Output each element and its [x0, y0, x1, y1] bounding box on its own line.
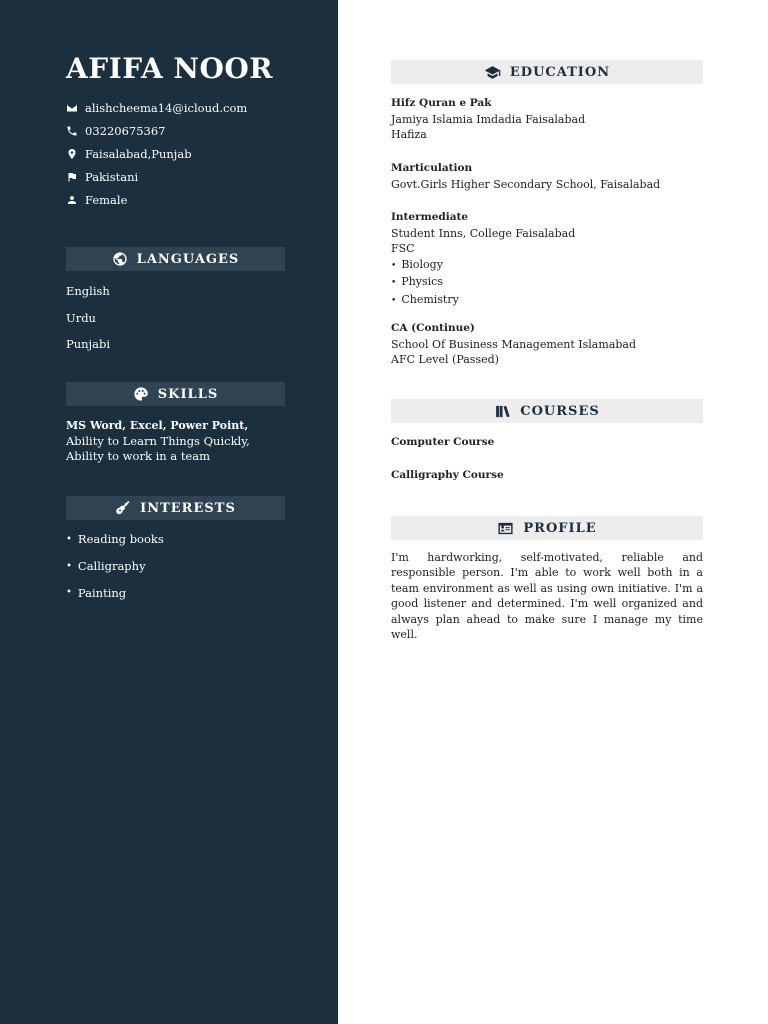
contact-email[interactable]	[66, 96, 247, 119]
languages-list	[66, 278, 110, 358]
list-item: Urdu	[66, 310, 96, 325]
id-card-icon	[497, 520, 514, 537]
courses-heading-label: COURSES	[520, 403, 600, 419]
list-item: • Calligraphy	[66, 553, 164, 580]
skills-line-2: Ability to Learn Things Quickly,	[66, 433, 250, 448]
education-entry	[391, 210, 703, 310]
skills-text	[66, 418, 296, 465]
languages-heading-label: LANGUAGES	[136, 251, 240, 267]
education-bullet: • Biology	[391, 257, 703, 275]
main-content	[338, 0, 768, 1024]
interests-heading	[66, 496, 285, 520]
person-name: AFIFA NOOR	[66, 52, 274, 85]
courses-heading	[391, 399, 703, 423]
education-bullet: • Physics	[391, 274, 703, 292]
education-title: CA (Continue)	[391, 322, 475, 334]
sidebar	[0, 0, 338, 1024]
skills-line-1: MS Word, Excel, Power Point,	[66, 419, 249, 432]
list-item: English	[66, 284, 110, 299]
email-text: alishcheema14@icloud.com	[85, 100, 248, 115]
envelope-icon	[66, 102, 78, 114]
interests-heading-label: INTERESTS	[140, 500, 236, 516]
education-title: Marticulation	[391, 162, 473, 174]
contact-gender	[66, 188, 247, 211]
education-line: FSC	[391, 242, 415, 256]
skills-heading-label: SKILLS	[157, 386, 219, 402]
course-item: Computer Course	[391, 436, 495, 448]
interests-list	[66, 526, 164, 606]
education-line: Jamiya Islamia Imdadia Faisalabad	[391, 112, 586, 126]
list-item: • Reading books	[66, 526, 164, 553]
education-title: Hifz Quran e Pak	[391, 97, 492, 109]
course-item: Calligraphy Course	[391, 469, 504, 481]
phone-icon	[66, 125, 78, 137]
education-entry	[391, 321, 703, 368]
flag-icon	[66, 171, 78, 183]
contact-location	[66, 142, 247, 165]
contact-phone[interactable]	[66, 119, 247, 142]
profile-text: I'm hardworking, self-motivated, reliable and responsible person. I'm able to work well both in a team environment as well as using own initiative. I'm a good listener and determined. I'm well organized and always plan ahead to make sure I manage my time well.	[391, 551, 703, 642]
guitar-icon	[115, 500, 131, 516]
contact-nationality	[66, 165, 247, 188]
education-heading	[391, 60, 703, 84]
books-icon	[494, 403, 511, 420]
map-pin-icon	[66, 148, 78, 160]
profile-heading-label: PROFILE	[523, 520, 597, 536]
graduation-cap-icon	[484, 64, 501, 81]
list-item: • Painting	[66, 579, 164, 606]
skills-line-3: Ability to work in a team	[66, 449, 211, 463]
education-bullet: • Chemistry	[391, 292, 703, 310]
skills-heading	[66, 382, 285, 406]
list-item: Punjabi	[66, 337, 111, 352]
contact-list	[66, 96, 247, 211]
palette-icon	[133, 386, 149, 402]
languages-heading	[66, 247, 285, 271]
education-entry	[391, 161, 703, 192]
education-entry	[391, 96, 703, 143]
phone-text: 03220675367	[85, 123, 166, 138]
education-line: AFC Level (Passed)	[391, 353, 499, 367]
education-title: Intermediate	[391, 211, 469, 223]
profile-heading	[391, 516, 703, 540]
location-text: Faisalabad,Punjab	[85, 146, 192, 161]
person-icon	[66, 194, 78, 206]
education-line: Student Inns, College Faisalabad	[391, 226, 576, 240]
education-line: Govt.Girls Higher Secondary School, Faisalabad	[391, 177, 661, 191]
globe-icon	[112, 251, 128, 267]
education-line: School Of Business Management Islamabad	[391, 337, 636, 351]
education-heading-label: EDUCATION	[509, 64, 611, 80]
nationality-text: Pakistani	[85, 169, 139, 184]
education-line: Hafiza	[391, 128, 427, 142]
gender-text: Female	[85, 192, 128, 207]
